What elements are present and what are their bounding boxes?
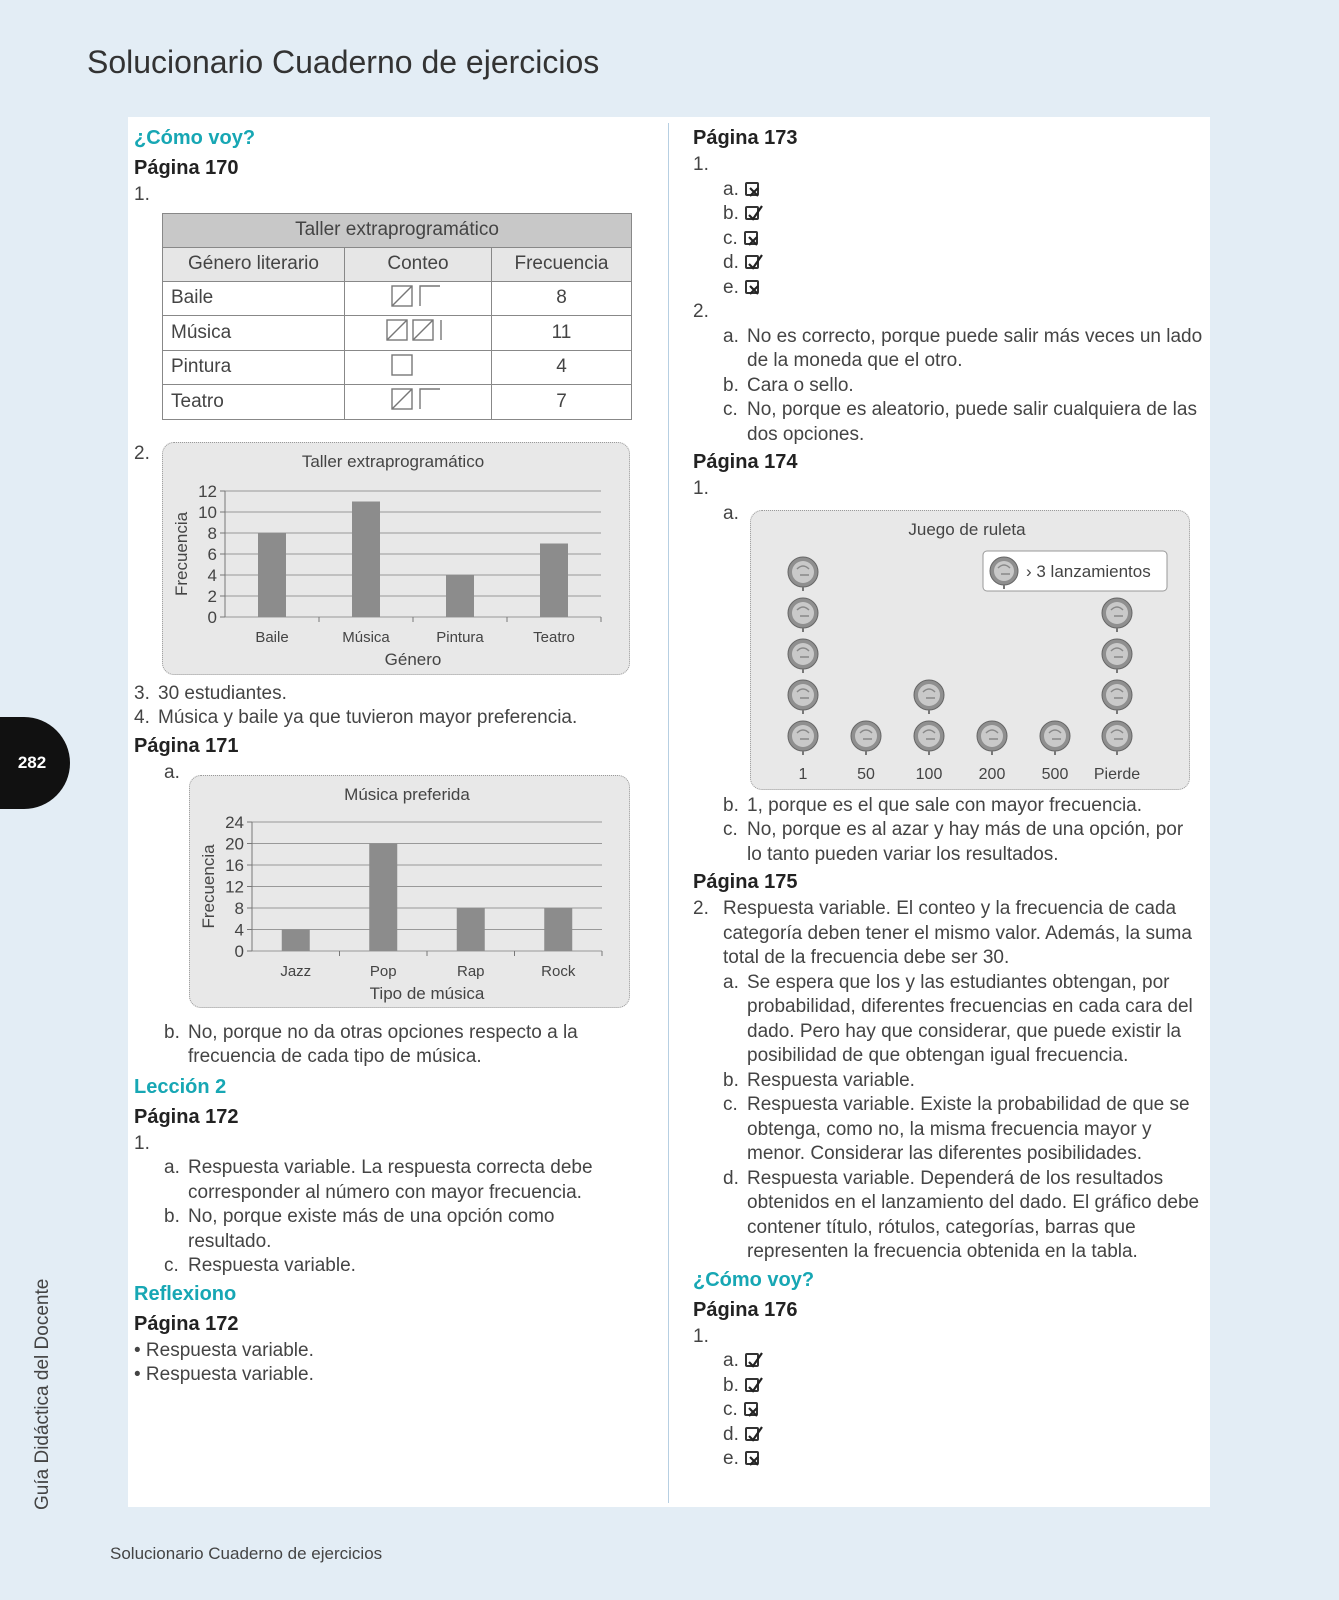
page-number-tab [0,717,70,809]
x-tick-label: Pierde [1093,765,1141,783]
y-tick-label: 10 [198,502,217,522]
item-label: e. [723,1448,739,1469]
answer-text: Respuesta variable. El conteo y la frecuencia de cada categoría deben tener el mismo valor. Además, la suma total de la frecuencia debe ser 30. [723,898,1192,968]
answer-text: No, porque es al azar y hay más de una opción, por lo tanto pueden variar los resultados. [747,819,1184,865]
item-label: a. [723,1350,739,1371]
item-label: d. [723,1423,739,1445]
chart-ruleta [750,510,1190,790]
item-label: a. [164,761,180,783]
item-label: c. [723,1094,738,1115]
y-tick-label: 8 [234,898,244,918]
x-tick-label: 100 [915,765,943,783]
question-number: 1. [693,154,709,175]
checkbox-item [723,202,1203,227]
left-column [134,123,639,1388]
answer-item [693,818,1203,867]
y-axis-label: Frecuencia [199,843,218,929]
question-number: 4. [134,707,150,728]
item-label: b. [723,1069,739,1091]
page-footer-title: Solucionario Cuaderno de ejercicios [110,1544,383,1563]
y-axis-label: Frecuencia [172,511,191,596]
answer-item [693,1167,1203,1265]
check-mark-icon [745,1427,759,1441]
checkbox-item [723,1374,1203,1399]
item-label: b. [164,1021,180,1043]
answer-text: Respuesta variable. Dependerá de los resultados obtenidos en el lanzamiento del dado. El gráfico debe contener título, rótulos, categorías, barras que representen la frecuencia obtenida en la tabla. [747,1167,1200,1262]
answer-item [693,1093,1203,1167]
answer-text: 30 estudiantes. [158,682,287,704]
coin-icon [788,557,818,591]
y-tick-label: 12 [198,481,217,501]
question-number: 1. [693,1325,709,1347]
x-tick-label: Pintura [436,628,484,646]
coin-icon [788,598,818,632]
item-label: a. [723,325,739,347]
checkbox-item [723,1349,1203,1374]
page-heading: Página 175 [693,871,798,893]
x-tick-label: Rap [456,962,485,980]
answer-text: No, porque es aleatorio, puede salir cualquiera de las dos opciones. [747,399,1197,445]
answer-text: Cara o sello. [747,374,854,396]
x-axis-label: Género [384,649,442,669]
answer-item [134,706,639,731]
checkbox-list [693,178,1203,301]
page-header-title: Solucionario Cuaderno de ejercicios [87,44,600,80]
bar [457,908,485,951]
checkbox-item [723,178,1203,203]
check-mark-icon [745,1378,759,1392]
x-tick-label: Jazz [280,962,312,980]
tally-marks-icon [388,385,448,411]
x-tick-label: Baile [255,628,289,646]
item-label: c. [723,1399,738,1420]
coin-icon [788,639,818,673]
coin-icon [914,680,944,714]
answer-item [693,971,1203,1069]
coin-icon [1040,721,1070,755]
table-header: Género literario [163,247,345,281]
coin-icon [914,721,944,755]
column-divider [668,123,669,1503]
chart-title: Música preferida [344,784,470,804]
answer-item [134,1254,639,1279]
legend-label: › 3 lanzamientos [1026,561,1151,581]
page-heading: Página 172 [134,1105,239,1128]
checkbox-item [723,1423,1203,1448]
x-mark-icon [744,231,758,245]
right-column [693,123,1203,1472]
item-label: c. [723,399,738,420]
page-heading: Página 174 [693,451,798,473]
chart-taller [162,442,630,675]
question-number: 2. [693,898,709,919]
item-label: c. [723,227,738,249]
coin-icon [788,680,818,714]
x-mark-icon [745,280,759,294]
section-heading: ¿Cómo voy? [134,127,256,149]
page-heading: Página 176 [693,1298,798,1321]
answer-item [134,1021,639,1070]
question-number: 3. [134,682,150,704]
tally-marks-icon [388,282,448,308]
answer-item [693,1069,1203,1094]
coin-icon [1102,639,1132,673]
answer-text: Respuesta variable. [747,1069,915,1091]
x-tick-label: Teatro [533,628,575,646]
checkbox-item [723,276,1203,301]
bar [352,501,380,617]
check-mark-icon [745,206,759,220]
check-mark-icon [745,255,759,269]
checkbox-item [723,251,1203,276]
bar [369,843,397,951]
y-tick-label: 4 [234,920,244,939]
tally-cell [345,385,492,420]
table-row [163,281,632,316]
x-mark-icon [744,1402,758,1416]
answer-item [134,682,639,707]
coin-icon [1102,721,1132,755]
item-label: b. [723,794,739,816]
item-label: a. [723,178,739,200]
genre-cell: Pintura [163,350,345,385]
x-mark-icon [745,1451,759,1465]
answer-item [693,794,1203,819]
checkbox-item [723,227,1203,252]
x-axis-label: Tipo de música [369,983,485,1003]
bar-chart-musica [190,776,631,1009]
page-heading: Página 170 [134,157,239,179]
table-row [163,316,632,351]
item-label: b. [723,203,739,224]
page-heading: Página 172 [134,1312,239,1335]
coin-icon [1102,680,1132,714]
question-number: 1. [693,478,709,499]
item-label: e. [723,276,739,298]
bullet-item: • Respuesta variable. [134,1339,314,1361]
y-tick-label: 4 [207,565,217,585]
coin-icon [977,721,1007,755]
question-number: 1. [134,1132,150,1154]
answer-text: Respuesta variable. Existe la probabilidad de que se obtenga, como no, la misma frecuencia mayor y menor. Considerar las diferentes posibilidades. [747,1094,1190,1164]
item-label: a. [164,1157,180,1178]
bar [258,533,286,617]
frequency-cell: 8 [492,281,632,316]
section-heading: ¿Cómo voy? [693,1268,815,1291]
frequency-cell: 4 [492,350,632,385]
tally-cell [345,316,492,351]
item-label: c. [723,819,738,840]
table-header: Frecuencia [492,247,632,281]
answer-item [693,398,1203,447]
answer-item [693,374,1203,399]
answer-text: Se espera que los y las estudiantes obtengan, por probabilidad, diferentes frecuencias en cada cara del dado. Pero hay que considerar, que puede existir la posibilidad de que obtengan igual frecuencia. [747,971,1193,1066]
item-label: a. [723,502,739,524]
y-tick-label: 8 [207,523,217,543]
item-label: d. [723,1167,739,1189]
tally-cell [345,281,492,316]
checkbox-item [723,1447,1203,1472]
answer-text: 1, porque es el que sale con mayor frecuencia. [747,794,1143,816]
frequency-table [162,213,632,420]
section-heading: Lección 2 [134,1075,227,1098]
y-tick-label: 20 [225,834,244,853]
y-tick-label: 16 [225,855,244,875]
answer-item [134,1205,639,1254]
y-tick-label: 2 [207,586,217,606]
table-row [163,385,632,420]
tally-marks-icon [383,316,453,342]
bar [282,929,310,951]
check-mark-icon [745,1353,759,1367]
genre-cell: Música [163,316,345,351]
coin-icon [851,721,881,755]
y-tick-label: 24 [225,812,244,832]
checkbox-list [693,1349,1203,1472]
answer-text: Respuesta variable. La respuesta correcta debe corresponder al número con mayor frecuencia. [188,1157,593,1203]
item-label: d. [723,252,739,273]
genre-cell: Teatro [163,385,345,420]
x-tick-label: Rock [541,962,576,980]
y-tick-label: 12 [225,877,244,896]
page-heading: Página 173 [693,127,798,149]
x-tick-label: Música [342,628,390,646]
tally-cell [345,350,492,385]
pictogram-ruleta [751,511,1191,791]
x-mark-icon [745,182,759,196]
tally-marks-icon [388,351,448,377]
y-tick-label: 0 [234,941,244,961]
item-label: b. [164,1206,180,1227]
question-number: 2. [134,442,150,464]
answer-item [693,325,1203,374]
section-heading: Reflexiono [134,1282,237,1305]
coin-icon [1102,598,1132,632]
checkbox-item [723,1398,1203,1423]
answer-text: No, porque no da otras opciones respecto a la frecuencia de cada tipo de música. [188,1021,578,1067]
page-heading: Página 171 [134,734,239,757]
coin-icon [788,721,818,755]
y-tick-label: 6 [207,544,217,564]
answer-text: No, porque existe más de una opción como resultado. [188,1206,555,1252]
bar [540,543,568,617]
x-tick-label: 200 [978,765,1006,783]
answer-text: Música y baile ya que tuvieron mayor preferencia. [158,707,578,728]
answer-item [134,1156,639,1205]
frequency-cell: 7 [492,385,632,420]
bar-chart-taller [163,443,631,676]
bar [544,908,572,951]
frequency-cell: 11 [492,316,632,351]
table-title: Taller extraprogramático [163,213,632,247]
table-header: Conteo [345,247,492,281]
x-tick-label: 50 [857,765,875,783]
table-row [163,350,632,385]
item-label: c. [164,1255,179,1276]
page-number: 282 [17,753,47,772]
item-label: b. [723,1374,739,1396]
chart-title: Taller extraprogramático [301,451,485,471]
item-label: b. [723,374,739,396]
bullet-item: • Respuesta variable. [134,1364,314,1385]
x-tick-label: 500 [1041,765,1069,783]
answer-text: No es correcto, porque puede salir más veces un lado de la moneda que el otro. [747,325,1203,371]
chart-title: Juego de ruleta [908,519,1026,539]
item-label: a. [723,971,739,993]
question-number: 2. [693,301,709,322]
answer-item [693,897,1203,971]
y-tick-label: 0 [207,607,217,627]
x-tick-label: 1 [798,765,808,783]
answer-text: Respuesta variable. [188,1255,356,1276]
bar [446,575,474,617]
chart-musica [189,775,630,1008]
question-number: 1. [134,184,150,205]
genre-cell: Baile [163,281,345,316]
x-tick-label: Pop [369,962,397,980]
side-label: Guía Didáctica del Docente [32,1278,53,1510]
